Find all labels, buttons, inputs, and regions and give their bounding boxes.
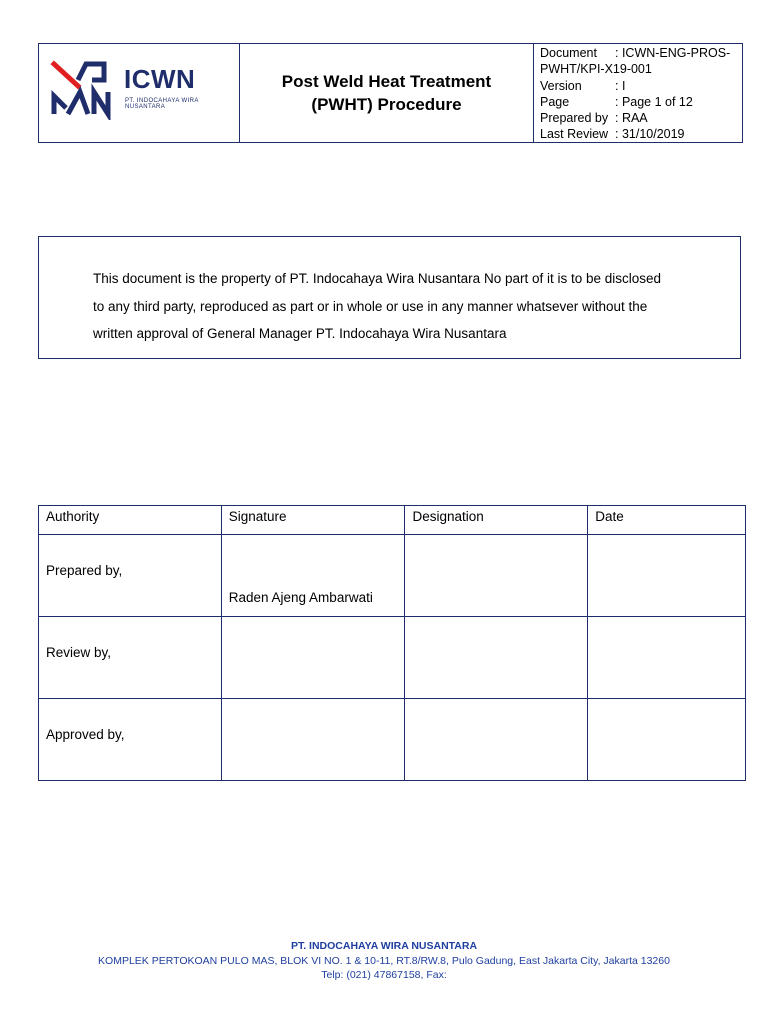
signature-cell — [221, 617, 405, 699]
title-line-2: (PWHT) Procedure — [311, 95, 462, 114]
table-header-row — [39, 506, 746, 535]
date-cell — [588, 699, 746, 781]
meta-document — [540, 45, 742, 61]
meta-review — [540, 126, 742, 142]
meta-version — [540, 78, 742, 94]
meta-prepared-label: Prepared by — [540, 111, 609, 126]
footer-company: PT. INDOCAHAYA WIRA NUSANTARA — [290, 940, 478, 952]
signature-cell — [221, 535, 405, 617]
document-header — [38, 43, 743, 143]
notice-line-1: This document is the property of PT. Indocahaya Wira Nusantara No part of it is to be disclosed — [93, 271, 662, 286]
icwn-logo-mark — [48, 58, 118, 120]
document-title — [240, 44, 534, 142]
meta-prepared-value: : RAA — [615, 111, 648, 126]
signature-prepared: Raden Ajeng Ambarwati — [228, 590, 373, 605]
authority-cell — [39, 699, 222, 781]
logo-wordmark: ICWN — [124, 64, 196, 94]
authority-cell — [39, 617, 222, 699]
title-line-1: Post Weld Heat Treatment — [281, 72, 492, 91]
meta-prepared — [540, 110, 742, 126]
authority-cell — [39, 535, 222, 617]
designation-cell — [405, 535, 588, 617]
date-cell — [588, 535, 746, 617]
footer-address: KOMPLEK PERTOKOAN PULO MAS, BLOK VI NO. 1 & 10-11, RT.8/RW.8, Pulo Gadung, East Jakarta City, Jakarta 13260 — [98, 954, 670, 967]
footer-phone: Telp: (021) 47867158, Fax: — [321, 969, 447, 981]
authority-table — [38, 505, 746, 781]
meta-version-label: Version — [540, 78, 582, 93]
notice-line-3: written approval of General Manager PT. Indocahaya Wira Nusantara — [93, 326, 507, 341]
table-row — [39, 699, 746, 781]
meta-document-label: Document — [540, 46, 597, 60]
designation-cell — [405, 617, 588, 699]
meta-review-label: Last Review — [540, 127, 609, 142]
document-meta — [534, 44, 742, 142]
date-cell — [588, 617, 746, 699]
meta-document-value: : ICWN-ENG-PROS- — [615, 46, 731, 60]
table-row — [39, 535, 746, 617]
col-designation: Designation — [405, 506, 588, 535]
meta-document-cont — [540, 61, 742, 77]
authority-approved: Approved by, — [46, 727, 125, 742]
meta-version-value: : I — [615, 78, 626, 93]
company-logo — [39, 44, 240, 142]
col-signature: Signature — [221, 506, 405, 535]
signature-cell — [221, 699, 405, 781]
meta-page — [540, 94, 742, 110]
meta-page-value: : Page 1 of 12 — [615, 94, 693, 109]
meta-document-value-cont: PWHT/KPI-X19-001 — [540, 62, 652, 77]
authority-prepared: Prepared by, — [46, 563, 123, 578]
col-date: Date — [588, 506, 746, 535]
confidentiality-notice — [38, 236, 741, 359]
authority-review: Review by, — [46, 645, 112, 660]
designation-cell — [405, 699, 588, 781]
table-row — [39, 617, 746, 699]
col-authority: Authority — [39, 506, 222, 535]
page-footer — [0, 939, 768, 983]
logo-subtitle: PT. INDOCAHAYA WIRA NUSANTARA — [125, 98, 199, 110]
meta-page-label: Page — [540, 94, 570, 109]
meta-review-value: : 31/10/2019 — [615, 127, 685, 142]
notice-line-2: to any third party, reproduced as part or in whole or use in any manner whatsever without the — [93, 298, 648, 314]
